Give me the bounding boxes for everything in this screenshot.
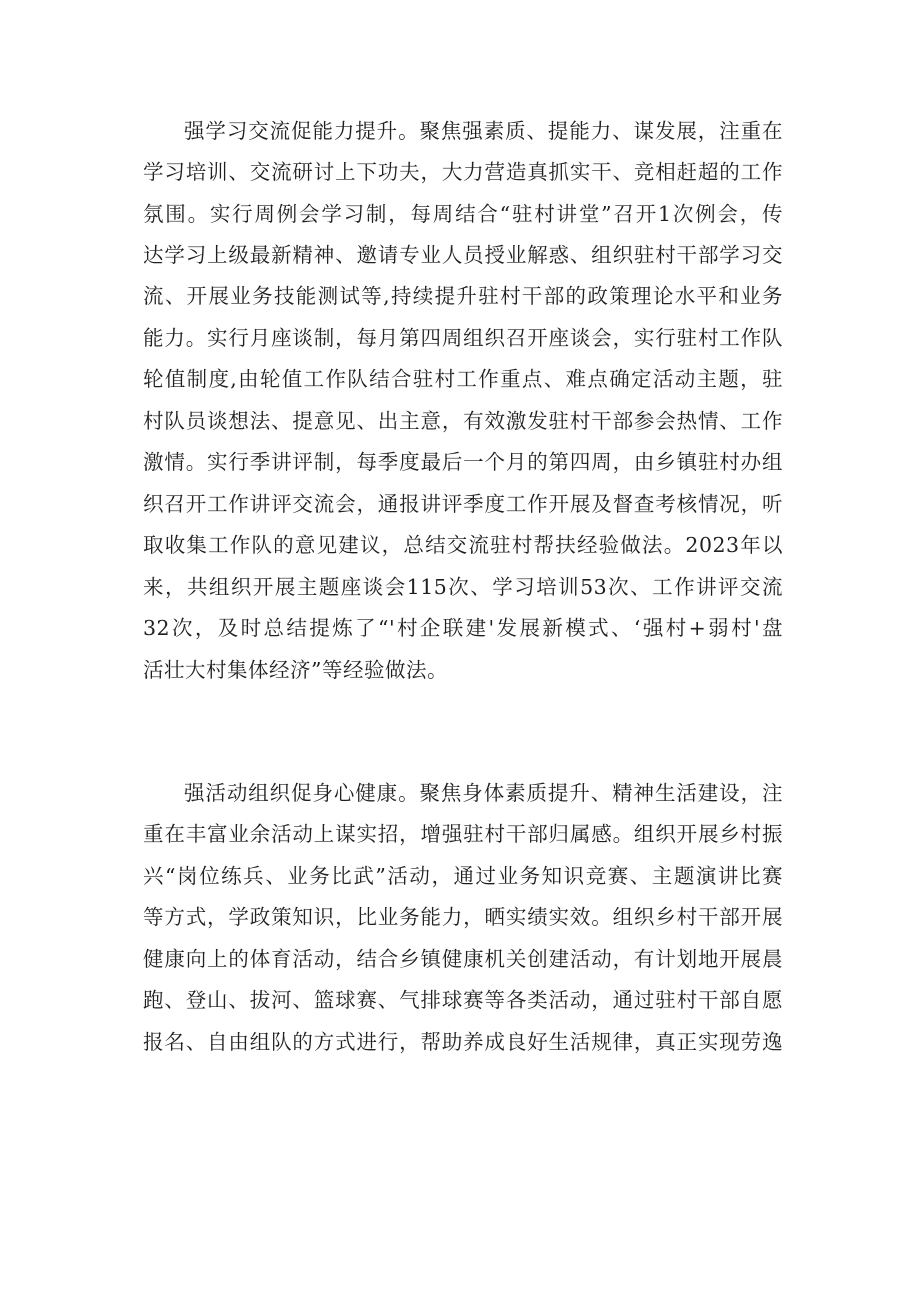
paragraph-1-line-6: 能力。实行月座谈制，每月第四周组织召开座谈会，实行驻村工作队 (143, 326, 783, 350)
paragraph-1-line-11: 取收集工作队的意见建议，总结交流驻村帮扶经验做法。2023年以 (143, 533, 783, 557)
paragraph-1-line-5: 流、开展业务技能测试等,持续提升驻村干部的政策理论水平和业务 (143, 284, 783, 308)
paragraph-1-line-14: 活壮大村集体经济”等经验做法。 (143, 658, 448, 682)
paragraph-1-line-9: 激情。实行季讲评制，每季度最后一个月的第四周，由乡镇驻村办组 (143, 450, 783, 474)
paragraph-1-line-7: 轮值制度,由轮值工作队结合驻村工作重点、难点确定活动主题，驻 (143, 367, 783, 391)
paragraph-2-line-3: 兴“岗位练兵、业务比武”活动，通过业务知识竞赛、主题演讲比赛 (143, 864, 783, 888)
paragraph-2-line-1: 强活动组织促身心健康。聚焦身体素质提升、精神生活建设，注 (184, 781, 783, 805)
paragraph-2-line-2: 重在丰富业余活动上谋实招，增强驻村干部归属感。组织开展乡村振 (143, 822, 783, 846)
paragraph-1-line-4: 达学习上级最新精神、邀请专业人员授业解惑、组织驻村干部学习交 (143, 243, 783, 267)
paragraph-1-line-8: 村队员谈想法、提意见、出主意，有效激发驻村干部参会热情、工作 (143, 409, 783, 433)
paragraph-1-line-1: 强学习交流促能力提升。聚焦强素质、提能力、谋发展，注重在 (184, 119, 783, 143)
paragraph-1-line-3: 氛围。实行周例会学习制，每周结合“驻村讲堂”召开1次例会，传 (143, 202, 783, 226)
paragraph-1-line-13: 32次，及时总结提炼了“'村企联建'发展新模式、‘强村+弱村'盘 (143, 616, 783, 640)
paragraph-1-line-12: 来，共组织开展主题座谈会115次、学习培训53次、工作讲评交流 (143, 575, 783, 599)
paragraph-1-line-10: 织召开工作讲评交流会，通报讲评季度工作开展及督查考核情况，听 (143, 492, 783, 516)
paragraph-2-line-6: 跑、登山、拔河、篮球赛、气排球赛等各类活动，通过驻村干部自愿 (143, 988, 783, 1012)
paragraph-2-line-5: 健康向上的体育活动，结合乡镇健康机关创建活动，有计划地开展晨 (143, 947, 783, 971)
paragraph-2-line-4: 等方式，学政策知识，比业务能力，晒实绩实效。组织乡村干部开展 (143, 905, 783, 929)
paragraph-1-line-2: 学习培训、交流研讨上下功夫，大力营造真抓实干、竞相赶超的工作 (143, 160, 783, 184)
paragraph-2-line-7: 报名、自由组队的方式进行，帮助养成良好生活规律，真正实现劳逸 (143, 1030, 783, 1054)
